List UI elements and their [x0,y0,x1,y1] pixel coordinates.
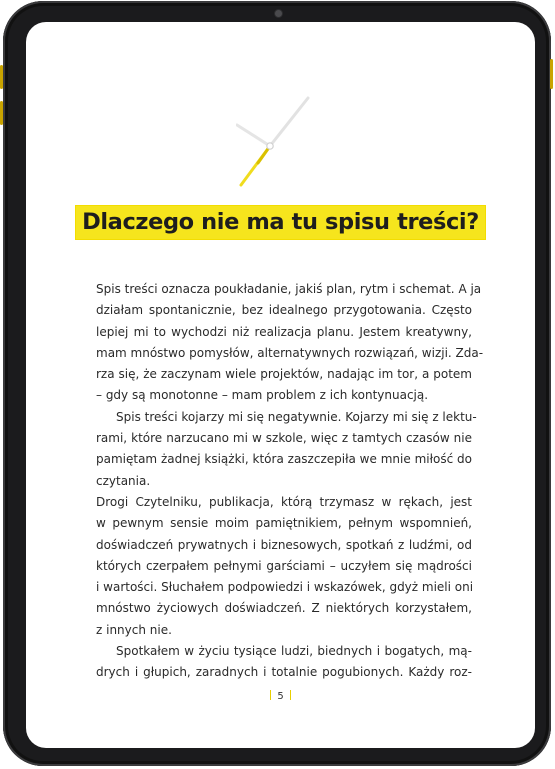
power-button[interactable] [550,59,553,89]
text-line: mnóstwo życiowych doświadczeń. Z niektórych korzystałem, [96,601,472,616]
tablet-frame [3,1,551,766]
clock-hands-icon [236,95,331,190]
text-line: lepiej mi to wychodzi niż realizacja planu. Jestem kreatywny, [96,324,472,339]
text-line: doświadczeń prywatnych i biznesowych, spotkań z ludźmi, od [96,537,472,552]
text-line: Drogi Czytelniku, publikacja, którą trzymasz w rękach, jest [96,494,472,509]
text-line: drych i głupich, zaradnych i totalnie pogubionych. Każdy roz- [96,665,472,680]
front-camera [275,10,282,17]
text-line: Spis treści oznacza poukładanie, jakiś plan, rytm i schemat. A ja [96,282,482,296]
page-number-label: 5 [277,691,284,702]
page-number-divider [290,690,291,700]
volume-button[interactable] [0,65,3,89]
text-line: mam mnóstwo pomysłów, alternatywnych rozwiązań, wizji. Zda- [96,345,484,360]
text-line: rami, które narzucano mi w szkole, więc z tamtych czasów nie [96,431,472,446]
text-line: – gdy są monotonne – mam problem z ich kontynuacją. [96,388,429,403]
text-line: i wartości. Słuchałem podpowiedzi i wskazówek, gdyż mieli oni [96,580,474,595]
text-line: pamiętam żadnej książki, która zaszczepiła we mnie miłość do [96,452,472,467]
page-number-divider [270,690,271,700]
text-line: Spotkałem w życiu tysiące ludzi, biednych i bogatych, mą- [116,644,472,659]
text-line: w pewnym sensie moim pamiętnikiem, pełnym wspomnień, [96,516,472,531]
text-line: rza się, że zaczynam wiele projektów, nadając im tor, a potem [96,367,472,382]
body-text [96,279,484,684]
text-line: czytania. [96,473,151,488]
text-line: z innych nie. [96,622,172,637]
text-line: działam spontanicznie, bez idealnego przygotowania. Często [96,303,472,318]
page-number [26,690,535,702]
text-line: których czerpałem pełnymi garściami – uczyłem się mądrości [96,558,472,573]
volume-button[interactable] [0,101,3,125]
chapter-title: Dlaczego nie ma tu spisu treści? [76,206,485,239]
ebook-page[interactable] [26,22,535,748]
text-line: Spis treści kojarzy mi się negatywnie. Kojarzy mi się z lektu- [116,409,477,424]
